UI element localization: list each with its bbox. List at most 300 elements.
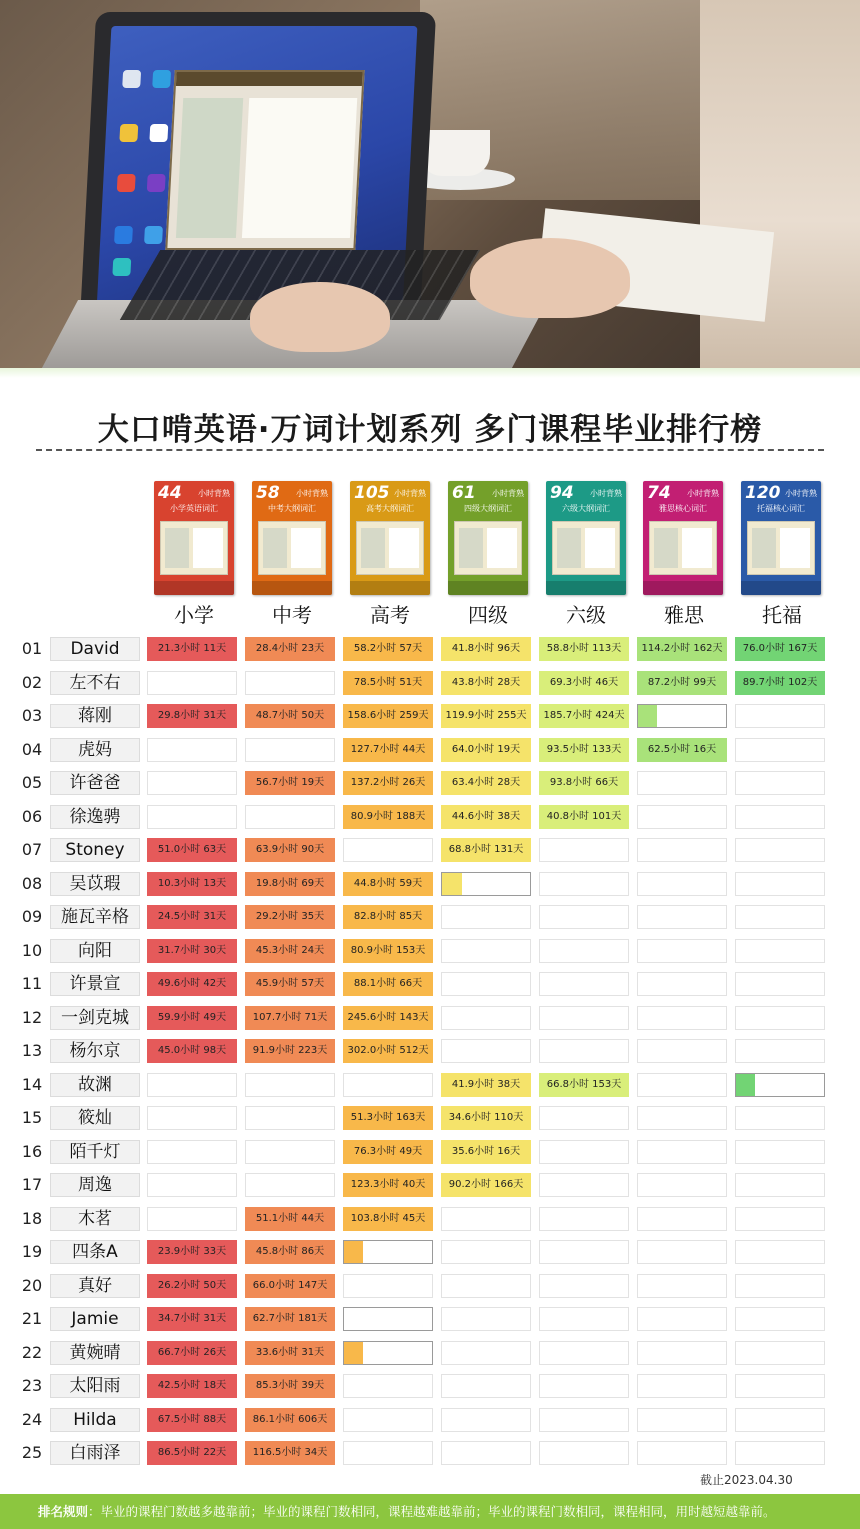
- left-hand: [250, 282, 390, 352]
- score-text: 42.5小时 18天: [157, 1380, 227, 1391]
- book-subtitle: 中考大纲词汇: [268, 504, 316, 513]
- book-number: 61: [452, 483, 476, 503]
- book-cover-yasi: [643, 481, 723, 595]
- score-cell-yasi: [637, 805, 727, 829]
- score-cell-gaokao: [343, 1039, 433, 1063]
- rank-number: 21: [21, 1309, 43, 1328]
- score-cell-yasi: [637, 1408, 727, 1432]
- score-cell-gaokao: [343, 872, 433, 896]
- score-text: 86.5小时 22天: [157, 1447, 227, 1458]
- rank-number: 19: [21, 1242, 43, 1261]
- score-cell-liuji: [539, 704, 629, 728]
- score-cell-tuofu: [735, 1441, 825, 1465]
- score-text: 41.8小时 96天: [451, 643, 521, 654]
- score-cell-liuji: [539, 1374, 629, 1398]
- score-cell-zhongkao: [245, 1140, 335, 1164]
- progress-fill: [344, 1241, 363, 1263]
- score-cell-xiaoxue: [147, 1408, 237, 1432]
- score-cell-xiaoxue: [147, 1207, 237, 1231]
- score-cell-siji: [441, 1106, 531, 1130]
- score-text: 59.9小时 49天: [157, 1012, 227, 1023]
- score-cell-siji: [441, 1207, 531, 1231]
- rank-number: 13: [21, 1041, 43, 1060]
- book-screenshot: [160, 521, 228, 575]
- score-cell-tuofu: [735, 872, 825, 896]
- book-footer: [350, 581, 430, 595]
- book-footer: [741, 581, 821, 595]
- score-cell-tuofu: [735, 972, 825, 996]
- score-text: 45.8小时 86天: [255, 1246, 325, 1257]
- score-text: 45.3小时 24天: [255, 945, 325, 956]
- score-cell-siji: [441, 1274, 531, 1298]
- student-name: 杨尔京: [50, 1039, 140, 1063]
- score-cell-tuofu: [735, 637, 825, 661]
- score-text: 21.3小时 11天: [157, 643, 227, 654]
- book-subtitle: 雅思核心词汇: [659, 504, 707, 513]
- book-title: 小时背熟: [296, 489, 328, 498]
- rank-number: 24: [21, 1410, 43, 1429]
- score-cell-siji: [441, 1341, 531, 1365]
- student-name: 黄婉晴: [50, 1341, 140, 1365]
- score-cell-tuofu: [735, 1106, 825, 1130]
- score-cell-xiaoxue: [147, 1307, 237, 1331]
- score-cell-xiaoxue: [147, 1140, 237, 1164]
- score-cell-zhongkao: [245, 905, 335, 929]
- score-cell-xiaoxue: [147, 704, 237, 728]
- score-text: 58.8小时 113天: [546, 643, 622, 654]
- score-cell-tuofu: [735, 738, 825, 762]
- rank-number: 23: [21, 1376, 43, 1395]
- score-cell-xiaoxue: [147, 1039, 237, 1063]
- score-text: 10.3小时 13天: [157, 878, 227, 889]
- score-cell-zhongkao: [245, 704, 335, 728]
- book-number: 94: [550, 483, 574, 503]
- score-text: 185.7小时 424天: [543, 710, 625, 721]
- score-cell-zhongkao: [245, 1173, 335, 1197]
- score-cell-zhongkao: [245, 838, 335, 862]
- green-band: [0, 368, 860, 378]
- student-name: 太阳雨: [50, 1374, 140, 1398]
- rank-number: 20: [21, 1276, 43, 1295]
- score-cell-gaokao: [343, 1240, 433, 1264]
- score-cell-siji: [441, 1408, 531, 1432]
- score-cell-tuofu: [735, 1341, 825, 1365]
- score-text: 49.6小时 42天: [157, 978, 227, 989]
- score-cell-xiaoxue: [147, 1274, 237, 1298]
- score-cell-gaokao: [343, 738, 433, 762]
- score-cell-tuofu: [735, 939, 825, 963]
- student-name: 蒋刚: [50, 704, 140, 728]
- score-cell-tuofu: [735, 838, 825, 862]
- book-footer: [448, 581, 528, 595]
- score-cell-gaokao: [343, 1274, 433, 1298]
- score-cell-liuji: [539, 1341, 629, 1365]
- score-cell-tuofu: [735, 1073, 825, 1097]
- score-cell-gaokao: [343, 1408, 433, 1432]
- score-text: 76.3小时 49天: [353, 1146, 423, 1157]
- score-cell-zhongkao: [245, 1274, 335, 1298]
- score-cell-yasi: [637, 1173, 727, 1197]
- score-cell-liuji: [539, 1441, 629, 1465]
- book-title: 小时背熟: [785, 489, 817, 498]
- score-cell-tuofu: [735, 1039, 825, 1063]
- score-cell-xiaoxue: [147, 1106, 237, 1130]
- book-subtitle: 六级大纲词汇: [562, 504, 610, 513]
- score-cell-siji: [441, 1140, 531, 1164]
- score-text: 90.2小时 166天: [448, 1179, 524, 1190]
- book-screenshot: [649, 521, 717, 575]
- score-text: 28.4小时 23天: [255, 643, 325, 654]
- book-number: 58: [256, 483, 280, 503]
- student-name: Hilda: [50, 1408, 140, 1432]
- score-text: 51.3小时 163天: [350, 1112, 426, 1123]
- student-name: 吴苡瑕: [50, 872, 140, 896]
- score-text: 44.6小时 38天: [451, 811, 521, 822]
- score-cell-gaokao: [343, 704, 433, 728]
- score-cell-liuji: [539, 872, 629, 896]
- score-cell-siji: [441, 1073, 531, 1097]
- score-cell-xiaoxue: [147, 1173, 237, 1197]
- rank-number: 06: [21, 807, 43, 826]
- level-gaokao: 高考: [370, 603, 410, 627]
- student-name: David: [50, 637, 140, 661]
- score-cell-gaokao: [343, 905, 433, 929]
- score-text: 127.7小时 44天: [350, 744, 426, 755]
- book-screenshot: [552, 521, 620, 575]
- score-cell-siji: [441, 1441, 531, 1465]
- book-footer: [252, 581, 332, 595]
- score-cell-yasi: [637, 738, 727, 762]
- score-text: 62.7小时 181天: [252, 1313, 328, 1324]
- score-cell-yasi: [637, 1374, 727, 1398]
- score-text: 45.0小时 98天: [157, 1045, 227, 1056]
- score-text: 93.8小时 66天: [549, 777, 619, 788]
- score-cell-xiaoxue: [147, 738, 237, 762]
- score-text: 45.9小时 57天: [255, 978, 325, 989]
- score-cell-yasi: [637, 1140, 727, 1164]
- book-cover-tuofu: [741, 481, 821, 595]
- score-text: 34.7小时 31天: [157, 1313, 227, 1324]
- book-subtitle: 四级大纲词汇: [464, 504, 512, 513]
- score-text: 68.8小时 131天: [448, 844, 524, 855]
- score-cell-xiaoxue: [147, 838, 237, 862]
- student-name: Stoney: [50, 838, 140, 862]
- score-text: 23.9小时 33天: [157, 1246, 227, 1257]
- rank-number: 08: [21, 874, 43, 893]
- student-name: 施瓦辛格: [50, 905, 140, 929]
- score-cell-zhongkao: [245, 1341, 335, 1365]
- score-cell-tuofu: [735, 1408, 825, 1432]
- score-text: 114.2小时 162天: [641, 643, 723, 654]
- rank-number: 17: [21, 1175, 43, 1194]
- book-screenshot: [454, 521, 522, 575]
- score-cell-tuofu: [735, 1006, 825, 1030]
- level-xiaoxue: 小学: [174, 603, 214, 627]
- score-cell-yasi: [637, 671, 727, 695]
- student-name: 木茗: [50, 1207, 140, 1231]
- rules-label: 排名规则: [38, 1504, 89, 1519]
- score-cell-siji: [441, 905, 531, 929]
- score-cell-gaokao: [343, 1341, 433, 1365]
- student-name: 许景宣: [50, 972, 140, 996]
- score-cell-gaokao: [343, 1173, 433, 1197]
- score-cell-liuji: [539, 939, 629, 963]
- progress-fill: [638, 705, 657, 727]
- score-cell-siji: [441, 838, 531, 862]
- rules-text: ：毕业的课程门数越多越靠前；毕业的课程门数相同，课程越难越靠前；毕业的课程门数相同，课程相同，用时越短越靠前。: [88, 1504, 776, 1519]
- score-text: 51.1小时 44天: [255, 1213, 325, 1224]
- score-cell-yasi: [637, 838, 727, 862]
- score-text: 66.8小时 153天: [546, 1079, 622, 1090]
- score-cell-xiaoxue: [147, 1374, 237, 1398]
- progress-fill: [736, 1074, 755, 1096]
- rank-number: 15: [21, 1108, 43, 1127]
- score-text: 87.2小时 99天: [647, 677, 717, 688]
- student-name: 虎妈: [50, 738, 140, 762]
- score-text: 116.5小时 34天: [252, 1447, 328, 1458]
- score-cell-tuofu: [735, 1207, 825, 1231]
- score-cell-tuofu: [735, 771, 825, 795]
- score-cell-gaokao: [343, 771, 433, 795]
- score-cell-siji: [441, 704, 531, 728]
- rank-number: 18: [21, 1209, 43, 1228]
- score-cell-yasi: [637, 872, 727, 896]
- score-cell-xiaoxue: [147, 972, 237, 996]
- score-cell-liuji: [539, 671, 629, 695]
- score-text: 44.8小时 59天: [353, 878, 423, 889]
- score-cell-yasi: [637, 637, 727, 661]
- score-cell-liuji: [539, 738, 629, 762]
- score-cell-xiaoxue: [147, 1341, 237, 1365]
- student-name: 故渊: [50, 1073, 140, 1097]
- score-cell-zhongkao: [245, 1307, 335, 1331]
- student-name: 徐逸骋: [50, 805, 140, 829]
- rank-number: 05: [21, 773, 43, 792]
- student-name: 真好: [50, 1274, 140, 1298]
- score-text: 31.7小时 30天: [157, 945, 227, 956]
- score-cell-xiaoxue: [147, 1441, 237, 1465]
- score-text: 302.0小时 512天: [347, 1045, 429, 1056]
- score-text: 19.8小时 69天: [255, 878, 325, 889]
- score-text: 107.7小时 71天: [252, 1012, 328, 1023]
- score-cell-liuji: [539, 1039, 629, 1063]
- book-footer: [643, 581, 723, 595]
- score-text: 66.0小时 147天: [252, 1280, 328, 1291]
- score-text: 58.2小时 57天: [353, 643, 423, 654]
- score-cell-gaokao: [343, 838, 433, 862]
- rank-number: 09: [21, 907, 43, 926]
- score-text: 158.6小时 259天: [347, 710, 429, 721]
- book-screenshot: [356, 521, 424, 575]
- score-cell-zhongkao: [245, 1374, 335, 1398]
- student-name: 许爸爸: [50, 771, 140, 795]
- score-cell-gaokao: [343, 1307, 433, 1331]
- score-text: 67.5小时 88天: [157, 1414, 227, 1425]
- score-cell-liuji: [539, 1006, 629, 1030]
- rank-number: 03: [21, 706, 43, 725]
- score-cell-liuji: [539, 1173, 629, 1197]
- score-text: 89.7小时 102天: [742, 677, 818, 688]
- score-cell-liuji: [539, 1240, 629, 1264]
- book-screenshot: [258, 521, 326, 575]
- score-cell-yasi: [637, 704, 727, 728]
- rank-number: 01: [21, 639, 43, 658]
- book-number: 105: [354, 483, 390, 503]
- student-name: 一剑克城: [50, 1006, 140, 1030]
- score-text: 64.0小时 19天: [451, 744, 521, 755]
- score-cell-tuofu: [735, 1307, 825, 1331]
- score-cell-zhongkao: [245, 1073, 335, 1097]
- coffee-cup: [420, 130, 490, 176]
- student-name: Jamie: [50, 1307, 140, 1331]
- book-subtitle: 小学英语词汇: [170, 504, 218, 513]
- student-name: 周逸: [50, 1173, 140, 1197]
- right-hand: [470, 238, 630, 318]
- rank-number: 25: [21, 1443, 43, 1462]
- score-cell-yasi: [637, 1341, 727, 1365]
- score-cell-xiaoxue: [147, 771, 237, 795]
- rank-number: 04: [21, 740, 43, 759]
- score-text: 91.9小时 223天: [252, 1045, 328, 1056]
- student-name: 白雨泽: [50, 1441, 140, 1465]
- score-text: 66.7小时 26天: [157, 1347, 227, 1358]
- score-cell-liuji: [539, 771, 629, 795]
- score-text: 48.7小时 50天: [255, 710, 325, 721]
- score-cell-siji: [441, 939, 531, 963]
- score-cell-yasi: [637, 972, 727, 996]
- score-cell-yasi: [637, 1441, 727, 1465]
- score-cell-zhongkao: [245, 939, 335, 963]
- score-cell-zhongkao: [245, 671, 335, 695]
- score-text: 35.6小时 16天: [451, 1146, 521, 1157]
- score-text: 78.5小时 51天: [353, 677, 423, 688]
- book-screenshot: [747, 521, 815, 575]
- score-text: 137.2小时 26天: [350, 777, 426, 788]
- score-cell-yasi: [637, 939, 727, 963]
- score-text: 123.3小时 40天: [350, 1179, 426, 1190]
- score-cell-gaokao: [343, 1140, 433, 1164]
- score-cell-gaokao: [343, 939, 433, 963]
- book-footer: [154, 581, 234, 595]
- score-cell-tuofu: [735, 805, 825, 829]
- score-cell-liuji: [539, 1140, 629, 1164]
- level-liuji: 六级: [566, 603, 606, 627]
- student-name: 四条A: [50, 1240, 140, 1264]
- score-cell-yasi: [637, 905, 727, 929]
- score-cell-siji: [441, 671, 531, 695]
- book-footer: [546, 581, 626, 595]
- rank-number: 22: [21, 1343, 43, 1362]
- rank-number: 12: [21, 1008, 43, 1027]
- score-cell-xiaoxue: [147, 637, 237, 661]
- book-number: 44: [158, 483, 182, 503]
- score-cell-zhongkao: [245, 972, 335, 996]
- score-text: 103.8小时 45天: [350, 1213, 426, 1224]
- score-cell-gaokao: [343, 1006, 433, 1030]
- score-cell-zhongkao: [245, 872, 335, 896]
- score-cell-yasi: [637, 1006, 727, 1030]
- score-cell-liuji: [539, 1307, 629, 1331]
- score-text: 26.2小时 50天: [157, 1280, 227, 1291]
- score-cell-zhongkao: [245, 805, 335, 829]
- score-cell-zhongkao: [245, 1207, 335, 1231]
- score-cell-siji: [441, 872, 531, 896]
- score-cell-yasi: [637, 1274, 727, 1298]
- score-cell-yasi: [637, 1073, 727, 1097]
- book-title: 小时背熟: [394, 489, 426, 498]
- score-text: 51.0小时 63天: [157, 844, 227, 855]
- title-divider: [36, 449, 824, 451]
- score-text: 119.9小时 255天: [445, 710, 527, 721]
- score-cell-yasi: [637, 1039, 727, 1063]
- score-cell-gaokao: [343, 1441, 433, 1465]
- score-text: 85.3小时 39天: [255, 1380, 325, 1391]
- score-cell-liuji: [539, 838, 629, 862]
- score-cell-gaokao: [343, 637, 433, 661]
- rank-number: 14: [21, 1075, 43, 1094]
- score-cell-yasi: [637, 1106, 727, 1130]
- score-cell-xiaoxue: [147, 872, 237, 896]
- score-text: 43.8小时 28天: [451, 677, 521, 688]
- score-cell-siji: [441, 1240, 531, 1264]
- score-text: 29.8小时 31天: [157, 710, 227, 721]
- score-cell-gaokao: [343, 671, 433, 695]
- progress-fill: [344, 1342, 363, 1364]
- score-text: 245.6小时 143天: [347, 1012, 429, 1023]
- score-text: 33.6小时 31天: [255, 1347, 325, 1358]
- score-text: 80.9小时 188天: [350, 811, 426, 822]
- score-cell-xiaoxue: [147, 905, 237, 929]
- score-cell-yasi: [637, 1240, 727, 1264]
- app-window: [165, 70, 364, 250]
- book-cover-siji: [448, 481, 528, 595]
- score-text: 41.9小时 38天: [451, 1079, 521, 1090]
- score-cell-tuofu: [735, 704, 825, 728]
- rank-number: 11: [21, 974, 43, 993]
- score-text: 69.3小时 46天: [549, 677, 619, 688]
- score-cell-xiaoxue: [147, 671, 237, 695]
- score-cell-zhongkao: [245, 738, 335, 762]
- book-title: 小时背熟: [687, 489, 719, 498]
- book-subtitle: 高考大纲词汇: [366, 504, 414, 513]
- student-name: 陌千灯: [50, 1140, 140, 1164]
- score-cell-zhongkao: [245, 1441, 335, 1465]
- score-cell-liuji: [539, 1274, 629, 1298]
- score-cell-siji: [441, 771, 531, 795]
- score-cell-xiaoxue: [147, 1073, 237, 1097]
- score-cell-zhongkao: [245, 771, 335, 795]
- score-cell-siji: [441, 1039, 531, 1063]
- level-siji: 四级: [468, 603, 508, 627]
- score-text: 93.5小时 133天: [546, 744, 622, 755]
- book-cover-zhongkao: [252, 481, 332, 595]
- score-cell-liuji: [539, 972, 629, 996]
- score-cell-yasi: [637, 1207, 727, 1231]
- score-cell-liuji: [539, 1106, 629, 1130]
- score-cell-liuji: [539, 905, 629, 929]
- score-cell-liuji: [539, 1073, 629, 1097]
- level-tuofu: 托福: [762, 603, 802, 627]
- book-title: 小时背熟: [198, 489, 230, 498]
- student-name: 筱灿: [50, 1106, 140, 1130]
- score-cell-yasi: [637, 771, 727, 795]
- score-text: 82.8小时 85天: [353, 911, 423, 922]
- score-text: 80.9小时 153天: [350, 945, 426, 956]
- score-text: 86.1小时 606天: [252, 1414, 328, 1425]
- score-cell-zhongkao: [245, 1240, 335, 1264]
- book-cover-liuji: [546, 481, 626, 595]
- score-text: 63.9小时 90天: [255, 844, 325, 855]
